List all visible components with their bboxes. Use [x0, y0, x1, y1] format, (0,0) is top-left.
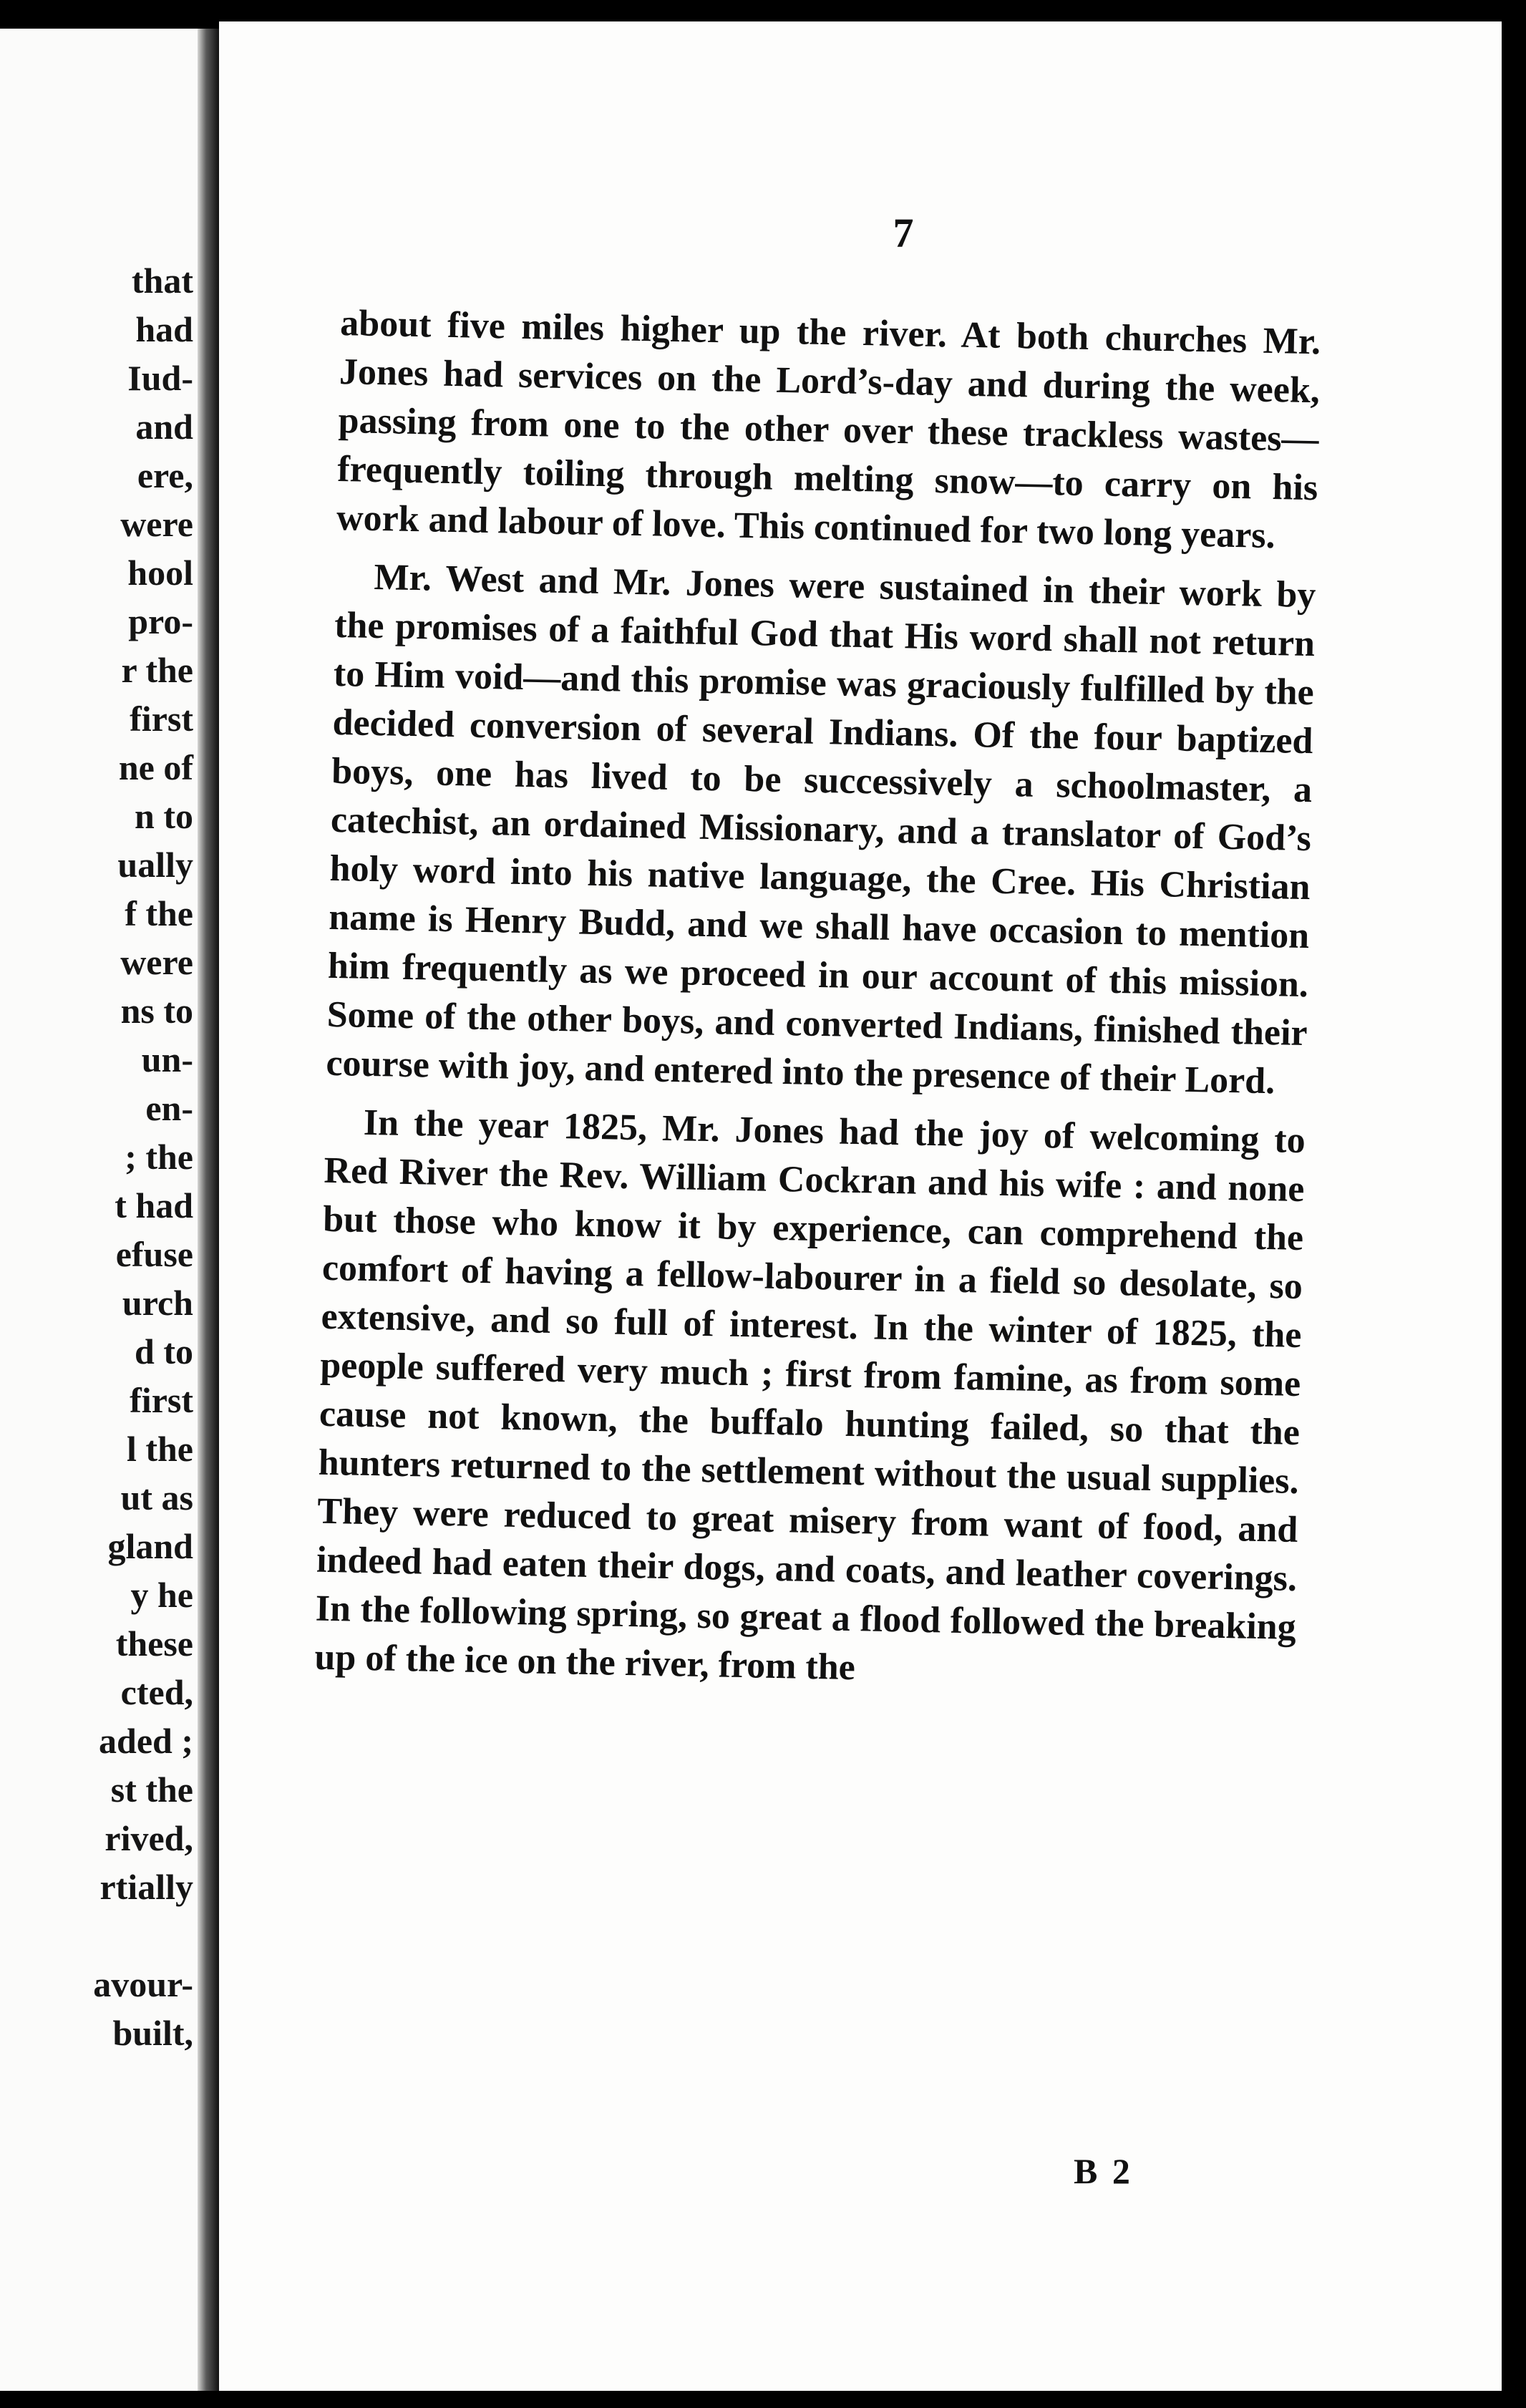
facing-page-line: cted,: [120, 1672, 193, 1712]
book-page: [219, 21, 1502, 2391]
facing-page-line: r the: [121, 650, 193, 690]
paragraph: In the year 1825, Mr. Jones had the joy of welcoming to Red River the Rev. William Cockran and his wife : and none but those who know it by experience, can comprehend the comfort of having a fellow-labourer in a field so desolate, so extensive, and so full of interest. In the winter of 1825, the people suffered very much ; first from famine, as from some cause not known, the buffalo hunting failed, so that the hunters returned to the settlement without the usual supplies. They were reduced to great misery from want of food, and indeed had eaten their dogs, and coats, and leather coverings. In the following spring, so great a flood followed the breaking up of the ice on the river, from the: [314, 1102, 1306, 1689]
facing-page-line: Iud-: [127, 358, 193, 398]
facing-page-line: l the: [126, 1429, 193, 1469]
facing-page-line: avour-: [93, 1964, 193, 2004]
paragraph: Mr. West and Mr. Jones were sustained in their work by the promises of a faithful God that His word shall not return to Him void—and this promise was graciously fulfilled by the decided conversion of several Indians. Of the four baptized boys, one has lived to be successively a schoolmaster, a catechist, an ordained Missionary, and a translator of God’s holy word into his native language, the Cree. His Christian name is Henry Budd, and we shall have occasion to mention him frequently as we proceed in our account of this mission. Some of the other boys, and converted Indians, finished their course with joy, and entered into the presence of their Lord.: [325, 556, 1316, 1102]
facing-page-line: f the: [125, 893, 193, 933]
facing-page-line: ere,: [137, 455, 193, 495]
facing-page-line: these: [115, 1623, 193, 1664]
facing-page-line: were: [120, 504, 193, 544]
paragraph: about five miles higher up the river. At both churches Mr. Jones had services on the Lord’s-day and during the week, passing from one to the other over these trackless wastes—frequently toiling through melting snow—to carry on his work and labour of love. This continued for two long years.: [336, 302, 1321, 557]
signature-mark: B 2: [1074, 2151, 1133, 2191]
facing-page-line: urch: [122, 1283, 193, 1323]
facing-page-line: en-: [145, 1088, 193, 1128]
facing-page-line: efuse: [115, 1234, 193, 1274]
facing-page-line: ; the: [125, 1137, 193, 1177]
facing-page-line: un-: [141, 1039, 193, 1079]
facing-page-line: ually: [117, 845, 193, 885]
facing-page-line: t had: [115, 1185, 193, 1225]
facing-page-line: first: [130, 1380, 193, 1420]
facing-page-line: y he: [130, 1575, 193, 1615]
facing-page-line: ut as: [120, 1477, 193, 1518]
facing-page-line: had: [135, 309, 193, 349]
facing-page-line: pro-: [128, 601, 193, 641]
facing-page-line: d to: [135, 1331, 193, 1372]
body-text: [314, 299, 1321, 1701]
facing-page-line: gland: [107, 1526, 193, 1566]
facing-page-line: n to: [135, 796, 193, 836]
book-gutter: [198, 29, 219, 2391]
facing-page-line: were: [120, 942, 193, 982]
facing-page-line: st the: [110, 1769, 193, 1810]
page-number: 7: [893, 210, 914, 256]
facing-page-line: built,: [112, 2013, 193, 2053]
facing-page-line: rtially: [99, 1867, 193, 1907]
facing-page-line: hool: [127, 553, 193, 593]
facing-page-line: ne of: [118, 747, 193, 787]
page-shadow: [1502, 21, 1526, 2408]
facing-page-line: ns to: [120, 991, 193, 1031]
facing-page: [0, 29, 198, 2391]
facing-page-line: that: [131, 261, 193, 301]
facing-page-line: aded ;: [99, 1721, 193, 1761]
facing-page-line: and: [135, 407, 193, 447]
facing-page-line: first: [130, 699, 193, 739]
facing-page-line: rived,: [105, 1818, 193, 1858]
